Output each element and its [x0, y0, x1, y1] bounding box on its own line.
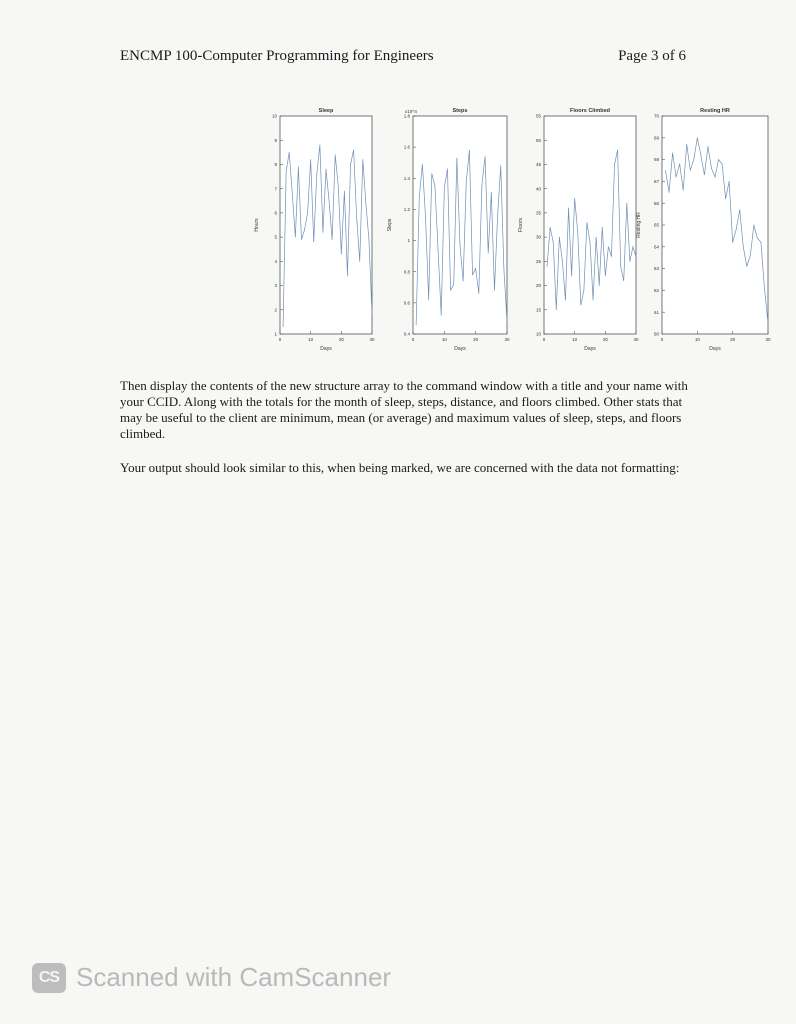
- chart-1-ytick-label: 0.8: [403, 269, 410, 275]
- chart-1-xtick-label: 20: [473, 337, 479, 342]
- chart-0-point: [369, 239, 370, 240]
- chart-1-multiplier: x10^4: [405, 109, 417, 114]
- chart-0-ytick-label: 4: [274, 258, 277, 264]
- chart-3-point: [693, 159, 694, 160]
- chart-1-point: [422, 164, 423, 165]
- chart-3-point: [736, 229, 737, 230]
- chart-2-ytick-label: 15: [535, 307, 541, 313]
- chart-2-point: [608, 246, 609, 247]
- chart-2-point: [574, 198, 575, 199]
- chart-2-point: [583, 290, 584, 291]
- chart-0-point: [301, 239, 302, 240]
- camscanner-logo-text: CS: [38, 968, 60, 986]
- chart-0-point: [298, 166, 299, 167]
- chart-1-point: [494, 290, 495, 291]
- chart-3-point: [764, 288, 765, 289]
- chart-0-ytick-label: 2: [274, 307, 277, 313]
- chart-0-point: [304, 229, 305, 230]
- chart-2-point: [550, 227, 551, 228]
- camscanner-logo-icon: [32, 963, 66, 993]
- chart-1-ytick-label: 0.4: [403, 331, 410, 337]
- chart-3-title: Resting HR: [700, 108, 730, 114]
- chart-1-xtick-label: 30: [504, 337, 510, 342]
- chart-1-ytick-label: 0.6: [403, 300, 410, 306]
- chart-2-point: [571, 275, 572, 276]
- chart-3-point: [679, 164, 680, 165]
- chart-3-xtick-label: 10: [694, 337, 700, 342]
- chart-3-ytick-label: 69: [653, 135, 659, 141]
- chart-1-point: [503, 268, 504, 269]
- chart-0-ytick-label: 7: [274, 186, 277, 192]
- chart-2-point: [614, 164, 615, 165]
- chart-1-xtick-label: 10: [441, 337, 447, 342]
- chart-1-point: [507, 321, 508, 322]
- chart-1-point: [491, 192, 492, 193]
- chart-2-ytick-label: 25: [535, 258, 541, 264]
- chart-1-point: [444, 187, 445, 188]
- charts-figure: [250, 100, 780, 360]
- chart-2-point: [629, 261, 630, 262]
- chart-1-ylabel: Steps: [387, 218, 393, 232]
- chart-2-point: [617, 150, 618, 151]
- chart-1-point: [441, 315, 442, 316]
- chart-2-ytick-label: 10: [535, 331, 541, 337]
- chart-1-point: [425, 217, 426, 218]
- chart-0-point: [310, 159, 311, 160]
- chart-1-point: [460, 245, 461, 246]
- chart-3-point: [750, 255, 751, 256]
- chart-1-ytick-label: 1.4: [403, 175, 410, 181]
- chart-0-frame: [280, 116, 372, 334]
- chart-3: [636, 108, 771, 352]
- chart-3-point: [672, 153, 673, 154]
- chart-1-point: [416, 324, 417, 325]
- chart-0-point: [313, 242, 314, 243]
- chart-2-point: [623, 280, 624, 281]
- chart-0-point: [316, 174, 317, 175]
- chart-3-point: [704, 174, 705, 175]
- chart-0-point: [372, 314, 373, 315]
- chart-0-point: [341, 254, 342, 255]
- chart-3-xtick-label: 20: [730, 337, 736, 342]
- chart-2-frame: [544, 116, 636, 334]
- chart-2-point: [605, 275, 606, 276]
- chart-3-point: [690, 170, 691, 171]
- chart-3-point: [743, 246, 744, 247]
- chart-1-point: [472, 274, 473, 275]
- chart-0-point: [359, 261, 360, 262]
- chart-3-point: [753, 225, 754, 226]
- chart-1-point: [469, 150, 470, 151]
- chart-0-point: [319, 145, 320, 146]
- chart-0-point: [295, 237, 296, 238]
- chart-1-ytick-label: 1.8: [403, 113, 410, 119]
- chart-2-xtick-label: 20: [602, 337, 608, 342]
- chart-0-ytick-label: 9: [274, 137, 277, 143]
- chart-3-point: [665, 170, 666, 171]
- chart-2-title: Floors Climbed: [569, 108, 611, 114]
- chart-1-point: [485, 156, 486, 157]
- chart-1-point: [456, 158, 457, 159]
- chart-3-ytick-label: 63: [653, 266, 659, 272]
- chart-0-point: [329, 200, 330, 201]
- chart-3-xlabel: Days: [709, 346, 721, 352]
- chart-0-point: [323, 232, 324, 233]
- chart-0-point: [286, 171, 287, 172]
- chart-1-point: [497, 215, 498, 216]
- chart-3-point: [768, 323, 769, 324]
- chart-0-point: [289, 152, 290, 153]
- chart-3-point: [722, 164, 723, 165]
- chart-2-point: [565, 300, 566, 301]
- chart-0-title: Sleep: [318, 108, 334, 114]
- chart-0-ytick-label: 3: [274, 283, 277, 289]
- chart-1-point: [500, 165, 501, 166]
- chart-0-point: [353, 150, 354, 151]
- chart-2-ytick-label: 50: [535, 137, 541, 143]
- chart-3-point: [718, 159, 719, 160]
- chart-2-ytick-label: 40: [535, 186, 541, 192]
- chart-2-point: [611, 256, 612, 257]
- chart-0-point: [307, 212, 308, 213]
- chart-1-point: [419, 197, 420, 198]
- chart-0-xtick-label: 10: [308, 337, 314, 342]
- chart-0-ytick-label: 10: [271, 113, 277, 119]
- chart-2-point: [593, 300, 594, 301]
- chart-3-point: [739, 209, 740, 210]
- chart-1-point: [450, 290, 451, 291]
- chart-3-point: [686, 144, 687, 145]
- chart-2-ytick-label: 20: [535, 283, 541, 289]
- chart-3-point: [708, 146, 709, 147]
- chart-0-point: [292, 193, 293, 194]
- chart-2-ytick-label: 35: [535, 210, 541, 216]
- chart-2-point: [587, 222, 588, 223]
- chart-3-ytick-label: 61: [653, 309, 659, 315]
- chart-3-point: [711, 168, 712, 169]
- chart-2-xtick-label: 10: [572, 337, 578, 342]
- chart-3-point: [700, 155, 701, 156]
- chart-2-ytick-label: 55: [535, 113, 541, 119]
- chart-1-point: [463, 281, 464, 282]
- chart-1-ytick-label: 1.6: [403, 144, 410, 150]
- chart-2-point: [596, 237, 597, 238]
- page-number: Page 3 of 6: [618, 48, 686, 64]
- chart-3-xtick-label: 0: [660, 337, 664, 342]
- chart-0-xlabel: Days: [320, 346, 332, 352]
- chart-0-point: [283, 326, 284, 327]
- chart-1: [387, 108, 510, 352]
- chart-0-point: [356, 217, 357, 218]
- chart-3-ytick-label: 62: [653, 288, 659, 293]
- chart-2-point: [568, 208, 569, 209]
- chart-3-ytick-label: 64: [653, 244, 659, 250]
- chart-0: [254, 108, 375, 352]
- chart-2-xlabel: Days: [584, 346, 596, 352]
- chart-0-point: [338, 186, 339, 187]
- chart-3-ytick-label: 66: [653, 200, 659, 206]
- chart-3-point: [669, 192, 670, 193]
- chart-0-point: [350, 164, 351, 165]
- chart-0-ytick-label: 8: [274, 162, 277, 168]
- charts-svg: [250, 100, 780, 360]
- camscanner-watermark: [32, 962, 391, 993]
- chart-1-point: [435, 186, 436, 187]
- chart-1-point: [488, 253, 489, 254]
- chart-1-point: [447, 169, 448, 170]
- instruction-paragraph-1: Then display the contents of the new structure array to the command window with a title and your name with your CCID. Along with the totals for the month of sleep, steps, distance, and floors climbed. Other stats that may be useful to the client are minimum, mean (or average) and maximum values of sleep, steps, and floors climbed.: [120, 378, 688, 441]
- instruction-paragraph-2: Your output should look similar to this, when being marked, we are concerned with the data not formatting:: [120, 460, 680, 475]
- chart-3-ytick-label: 70: [653, 113, 659, 119]
- chart-3-point: [761, 242, 762, 243]
- chart-2-point: [562, 261, 563, 262]
- chart-2-point: [626, 203, 627, 204]
- chart-2-point: [559, 237, 560, 238]
- chart-3-xtick-label: 30: [765, 337, 771, 342]
- chart-1-xtick-label: 0: [411, 337, 415, 342]
- chart-0-xtick-label: 20: [338, 337, 344, 342]
- chart-2-point: [636, 256, 637, 257]
- chart-1-point: [482, 184, 483, 185]
- chart-3-point: [732, 242, 733, 243]
- chart-0-point: [332, 239, 333, 240]
- chart-0-point: [326, 169, 327, 170]
- chart-0-point: [344, 191, 345, 192]
- chart-1-point: [453, 284, 454, 285]
- chart-2: [518, 108, 639, 352]
- chart-0-point: [362, 159, 363, 160]
- chart-2-ytick-label: 45: [535, 162, 541, 168]
- chart-1-point: [428, 299, 429, 300]
- chart-3-point: [697, 137, 698, 138]
- chart-2-point: [590, 242, 591, 243]
- chart-0-xtick-label: 0: [278, 337, 282, 342]
- chart-3-ytick-label: 68: [653, 157, 659, 163]
- chart-3-frame: [662, 116, 768, 334]
- chart-3-point: [729, 181, 730, 182]
- chart-3-ytick-label: 65: [653, 222, 659, 228]
- chart-3-point: [676, 177, 677, 178]
- chart-0-ytick-label: 1: [274, 331, 277, 337]
- chart-1-point: [466, 181, 467, 182]
- chart-3-point: [746, 266, 747, 267]
- chart-1-ytick-label: 1.2: [403, 207, 410, 213]
- chart-3-ytick-label: 60: [653, 331, 659, 337]
- chart-2-xtick-label: 30: [633, 337, 639, 342]
- chart-0-point: [335, 154, 336, 155]
- chart-2-point: [553, 242, 554, 243]
- chart-2-ylabel: Floors: [518, 218, 524, 232]
- course-title: ENCMP 100-Computer Programming for Engineers: [120, 48, 434, 64]
- chart-1-point: [478, 293, 479, 294]
- chart-1-xlabel: Days: [454, 346, 466, 352]
- chart-1-ytick-label: 1: [407, 238, 410, 244]
- chart-1-point: [431, 173, 432, 174]
- chart-0-ytick-label: 6: [274, 210, 277, 216]
- chart-3-point: [715, 177, 716, 178]
- chart-3-ylabel: Resting HR: [636, 212, 642, 238]
- chart-2-point: [620, 266, 621, 267]
- chart-2-point: [547, 266, 548, 267]
- chart-2-point: [577, 232, 578, 233]
- camscanner-text: Scanned with CamScanner: [76, 962, 392, 992]
- chart-3-ytick-label: 67: [653, 179, 659, 184]
- chart-1-point: [475, 268, 476, 269]
- chart-0-xtick-label: 30: [369, 337, 375, 342]
- chart-3-point: [757, 238, 758, 239]
- chart-0-ylabel: Hours: [254, 218, 260, 232]
- chart-0-point: [347, 275, 348, 276]
- chart-2-point: [633, 246, 634, 247]
- chart-1-point: [438, 250, 439, 251]
- chart-2-point: [602, 227, 603, 228]
- chart-1-frame: [413, 116, 507, 334]
- chart-1-title: Steps: [452, 108, 468, 114]
- chart-0-point: [365, 203, 366, 204]
- chart-2-point: [556, 309, 557, 310]
- chart-3-point: [683, 190, 684, 191]
- chart-2-point: [599, 285, 600, 286]
- chart-0-ytick-label: 5: [274, 234, 277, 240]
- chart-3-point: [725, 198, 726, 199]
- chart-2-ytick-label: 30: [535, 234, 541, 240]
- chart-2-point: [580, 305, 581, 306]
- chart-2-xtick-label: 0: [542, 337, 546, 342]
